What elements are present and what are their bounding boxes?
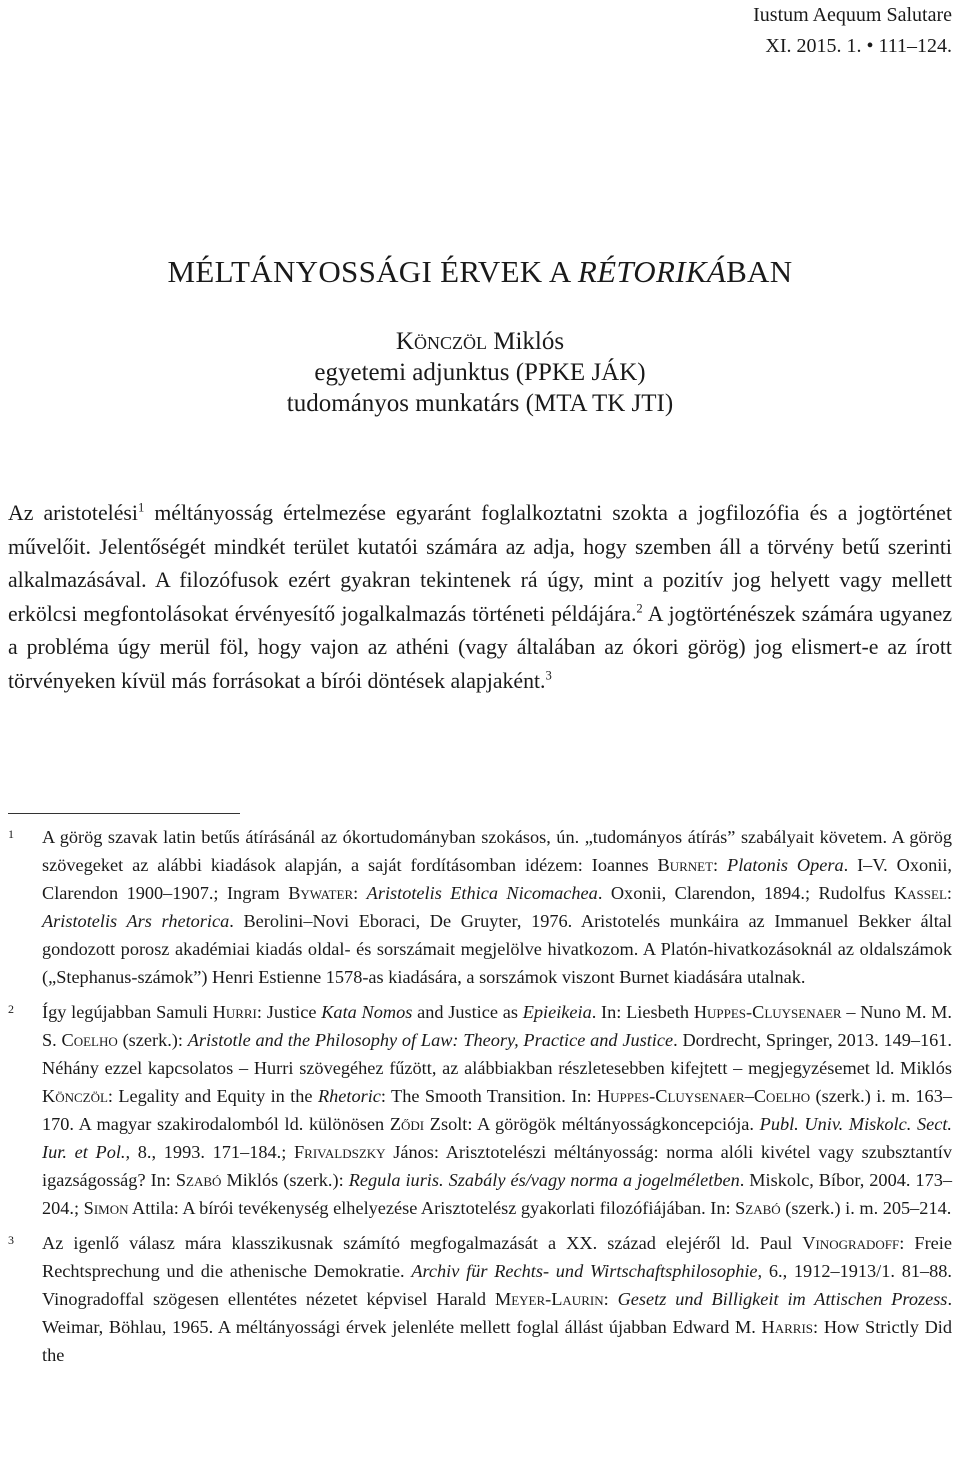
fn-text: A görög szavak latin betűs átírásánál az ókortudományban szokásos, ún. „tudományos átírás” szabályait követem. A görög szövegeket az alábbi kiadások alapján, a saját fordításomban idézem: Ioannes bbox=[42, 827, 952, 875]
author-position: egyetemi adjunktus (PPKE JÁK) bbox=[314, 359, 646, 386]
fn-author: Coelho bbox=[61, 1030, 118, 1050]
fn-text: : Freie Rechtsprechung und die athenische Demokratie. bbox=[42, 1233, 952, 1281]
fn-text: . Berolini–Novi Eboraci, De Gruyter, 1976. Aristotelés munkáira az Immanuel Bekker által gondozott porosz akadémiai kiadás oldal- és sorszámait megjelölve hivatkozom. A Platón-hivatkozásoknál az oldalszámok („Stephanus-számok”) Henri Estienne 1578-as kiadására, a sorszámok viszont Burnet kiadására utalnak. bbox=[42, 911, 952, 987]
fn-text: Az igenlő válasz mára klasszikusnak számító megfogalmazását a XX. század elejéről ld. Paul bbox=[42, 1233, 803, 1253]
body-text: Az aristotelési bbox=[8, 501, 138, 525]
fn-author: Harris bbox=[761, 1317, 814, 1337]
title-part: MÉLTÁNYOSSÁGI ÉRVEK A bbox=[167, 254, 578, 289]
footnote-number: 3 bbox=[8, 1233, 14, 1247]
fn-text: János: Arisztotelészi méltányosság: norma alóli kivétel vagy szubsztantív igazságosság? In: bbox=[42, 1142, 952, 1190]
fn-text: : How Strictly Did the bbox=[42, 1317, 952, 1365]
fn-text: . Miskolc, Bíbor, 2004. 173–204.; bbox=[42, 1170, 952, 1218]
footnote-2 bbox=[8, 998, 952, 1222]
body-paragraph bbox=[8, 497, 952, 698]
fn-text: . Dordrecht, Springer, 2013. 149–161. Néhány ezzel kapcsolatos – Hurri szövegéhez fűzött, az alábbiakban részletesebben kifejtett – megjegyzésemet ld. Miklós bbox=[42, 1030, 952, 1078]
fn-author: Szabó bbox=[175, 1170, 222, 1190]
fn-text: . I–V. Oxonii, Clarendon 1900–1907.; Ingram bbox=[42, 855, 952, 903]
fn-work-title: Rhetoric bbox=[317, 1086, 381, 1106]
fn-text: (szerk.) i. m. 163–170. A magyar szakirodalomból ld. különösen bbox=[42, 1086, 952, 1134]
fn-author: Könczöl bbox=[42, 1086, 108, 1106]
fn-work-title: Publ. Univ. Miskolc. Sect. Iur. et Pol., bbox=[42, 1114, 952, 1162]
fn-author: Hurri bbox=[212, 1002, 257, 1022]
fn-text: : The Smooth Transition. In: bbox=[380, 1086, 597, 1106]
fn-text: : bbox=[946, 883, 952, 903]
fn-text: Miklós (szerk.): bbox=[221, 1170, 349, 1190]
fn-text: 8., 1993. 171–184.; bbox=[130, 1142, 295, 1162]
fn-text: and Justice as bbox=[412, 1002, 523, 1022]
footnote-number: 1 bbox=[8, 827, 14, 841]
fn-work-title: Aristotelis Ars rhetorica bbox=[42, 911, 230, 931]
author-block bbox=[0, 326, 960, 419]
fn-text: : Justice bbox=[256, 1002, 322, 1022]
article-title bbox=[0, 254, 960, 290]
author-position: tudományos munkatárs (MTA TK JTI) bbox=[286, 390, 674, 417]
fn-author: Kassel bbox=[893, 883, 947, 903]
title-part: BAN bbox=[726, 254, 793, 289]
fn-text: Attila: A bírói tevékenység elhelyezése Arisztotelész gyakorlati filozófiájában. In: bbox=[128, 1198, 736, 1218]
fn-text: . In: Liesbeth bbox=[591, 1002, 694, 1022]
author-name bbox=[0, 326, 960, 357]
fn-text: : bbox=[353, 883, 367, 903]
fn-author: Frivaldszky bbox=[294, 1142, 386, 1162]
fn-work-title: Platonis Opera bbox=[727, 855, 844, 875]
fn-work-title: Aristotle and the Philosophy of Law: Theory, Practice and Justice bbox=[187, 1030, 674, 1050]
fn-text: Zsolt: A görögök méltányosságkoncepciója. bbox=[424, 1114, 760, 1134]
fn-author: Simon bbox=[83, 1198, 129, 1218]
footnote-3 bbox=[8, 1229, 952, 1369]
footnotes bbox=[8, 823, 952, 1376]
footnote-ref[interactable]: 1 bbox=[137, 500, 145, 515]
fn-work-title: Aristotelis Ethica Nicomachea bbox=[366, 883, 598, 903]
journal-name: Iustum Aequum Salutare bbox=[753, 4, 952, 26]
fn-text: (szerk.): bbox=[117, 1030, 188, 1050]
fn-author: Meyer-Laurin bbox=[494, 1289, 604, 1309]
fn-work-title: Kata Nomos bbox=[321, 1002, 413, 1022]
fn-author: Burnet bbox=[657, 855, 714, 875]
fn-author: Szabó bbox=[735, 1198, 781, 1218]
fn-author: Huppes-Cluysenaer bbox=[693, 1002, 842, 1022]
footnote-number: 2 bbox=[8, 1002, 14, 1016]
footnote-ref[interactable]: 3 bbox=[545, 668, 552, 683]
fn-text: Így legújabban Samuli bbox=[42, 1002, 213, 1022]
fn-work-title: Archiv für Rechts- und Wirtschaftsphilosophie, bbox=[411, 1261, 763, 1281]
author-surname: Könczöl bbox=[395, 328, 487, 355]
fn-work-title: Regula iuris. Szabály és/vagy norma a jogelméletben bbox=[348, 1170, 740, 1190]
footnote-divider bbox=[8, 813, 240, 814]
fn-text: – Nuno M. M. S. bbox=[42, 1002, 952, 1050]
fn-author: Huppes-Cluysenaer–Coelho bbox=[596, 1086, 811, 1106]
fn-text: 6., 1912–1913/1. 81–88. Vinogradoffal szögesen ellentétes nézetet képvisel Harald bbox=[42, 1261, 952, 1309]
journal-header bbox=[753, 0, 952, 62]
fn-author: Vinogradoff bbox=[802, 1233, 900, 1253]
fn-text: . Weimar, Böhlau, 1965. A méltányossági érvek jelenléte mellett foglal állást újabban Edward M. bbox=[42, 1289, 953, 1337]
fn-text: . Oxonii, Clarendon, 1894.; Rudolfus bbox=[597, 883, 894, 903]
fn-author: Ződi bbox=[389, 1114, 425, 1134]
author-given: Miklós bbox=[493, 328, 565, 355]
fn-text: : Legality and Equity in the bbox=[107, 1086, 318, 1106]
fn-text: : bbox=[603, 1289, 618, 1309]
body-text: A jogtörténészek számára ugyanez a probléma úgy merül föl, hogy vajon az athéni (vagy általában az ókori görög) jog elismert-e az írott törvényeken kívül más forrásokat a bírói döntések alapjaként. bbox=[8, 601, 952, 693]
fn-text: : bbox=[713, 855, 728, 875]
title-italic: RÉTORIKÁ bbox=[577, 254, 727, 289]
fn-work-title: Epieikeia bbox=[522, 1002, 592, 1022]
fn-text: (szerk.) i. m. 205–214. bbox=[780, 1198, 952, 1218]
fn-author: Bywater bbox=[288, 883, 354, 903]
body-text: méltányosság értelmezése egyaránt foglalkoztatni szokta a jogfilozófia és a jogtörténet művelőit. Jelentőségét mindkét terület kutatói számára az adja, hogy szemben áll a törvény betű szerinti alkalmazásával. A filozófusok ezért gyakran tekintenek rá úgy, mint a pozitív jog helyett vagy mellett erkölcsi megfontolásokat érvényesítő jogalkalmazás történeti példájára. bbox=[8, 501, 952, 626]
footnote-ref[interactable]: 2 bbox=[636, 601, 643, 616]
fn-work-title: Gesetz und Billigkeit im Attischen Prozess bbox=[617, 1289, 948, 1309]
footnote-1 bbox=[8, 823, 952, 991]
journal-issue: XI. 2015. 1. • 111–124. bbox=[765, 35, 952, 57]
